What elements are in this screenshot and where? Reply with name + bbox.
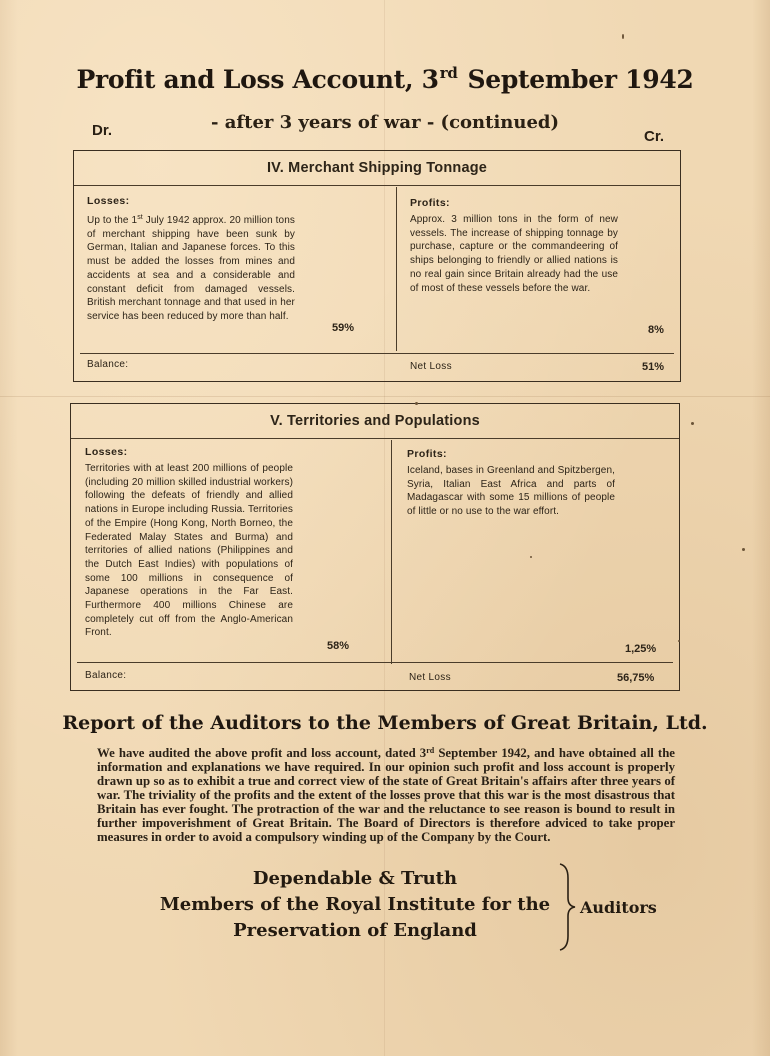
signatory-line-1: Dependable & Truth <box>252 868 458 889</box>
balance-rule <box>77 662 673 663</box>
debit-label: Dr. <box>92 122 113 139</box>
profits-percent: 1,25% <box>625 643 657 655</box>
paper-speck <box>742 548 745 551</box>
paper-speck <box>678 640 680 642</box>
profits-label: Profits: <box>410 197 450 209</box>
column-divider <box>396 187 397 351</box>
title-main: Profit and Loss Account, 3 <box>76 65 439 94</box>
profits-text: Iceland, bases in Greenland and Spitzbergen, Syria, Italian East Africa and parts of Madagascar with some 15 millions of people of little or no use to the war effort. <box>407 465 615 518</box>
paper-speck <box>530 556 532 558</box>
page-subtitle: - after 3 years of war - (continued) <box>210 112 560 133</box>
report-body-rest: September 1942, and have obtained all the information and explanations we have required. In our opinion such profit and loss account is properly drawn up so as to exhibit a true and correct view of the state of Great Britain's affairs after three years of war. The triviality of the profits and the extent of the losses prove that this war is the most disastrous that Britain has ever fought. The protraction of the war and the reluctance to see reason is bound to result in further impoverishment of Great Britain. The Board of Directors is therefore adviced to take proper measures in order to avoid a compulsory winding up of the Company by the Court. <box>97 746 675 844</box>
report-body <box>97 744 675 844</box>
losses-text-rest: July 1942 approx. 20 million tons of merchant shipping have been sunk by German, Italian and Japanese forces. To this must be added the losses from mines and accidents at sea and a considerable and constant deficit from damaged vessels. British merchant tonnage and that used in her service has been reduced by more than half. <box>87 215 295 322</box>
report-body-superscript: rd <box>426 746 435 755</box>
signatory-line-2: Members of the Royal Institute for the <box>159 894 551 915</box>
credit-label: Cr. <box>644 128 665 145</box>
balance-label: Balance: <box>85 670 127 681</box>
paper-fold-horizontal <box>0 396 770 397</box>
title-date: September 1942 <box>467 65 694 94</box>
losses-text <box>87 211 295 324</box>
profits-label: Profits: <box>407 448 447 460</box>
profits-percent: 8% <box>648 324 664 336</box>
paper-speck <box>415 402 418 405</box>
balance-label: Balance: <box>87 359 129 370</box>
profits-text: Approx. 3 million tons in the form of new vessels. The increase of shipping tonnage by purchase, capture or the commandeering of ships belonging to friendly or allied nations is no real gain since Britain already had the use of most of these vessels before the war. <box>410 214 618 294</box>
section-heading: IV. Merchant Shipping Tonnage <box>74 151 680 186</box>
section-territories-populations <box>70 403 680 691</box>
report-title: Report of the Auditors to the Members of Great Britain, Ltd. <box>62 712 708 734</box>
signatory-block <box>150 866 560 944</box>
losses-percent: 58% <box>327 640 350 652</box>
losses-text-start: Up to the 1 <box>87 215 138 226</box>
page-title <box>0 64 770 94</box>
losses-percent: 59% <box>332 322 355 334</box>
report-body-start: We have audited the above profit and loss account, dated 3 <box>97 746 427 760</box>
title-superscript: rd <box>439 64 458 82</box>
net-loss-label: Net Loss <box>409 672 451 683</box>
paper-speck <box>691 422 694 425</box>
net-loss-label: Net Loss <box>410 361 452 372</box>
section-merchant-shipping <box>73 150 681 382</box>
paper-speck <box>622 34 624 39</box>
balance-rule <box>80 353 674 354</box>
auditors-label: Auditors <box>580 898 657 917</box>
section-heading: V. Territories and Populations <box>71 404 679 439</box>
right-brace-icon <box>556 862 578 952</box>
losses-text-superscript: st <box>137 214 143 221</box>
losses-label: Losses: <box>87 195 130 207</box>
net-loss-percent: 56,75% <box>617 672 655 684</box>
losses-text: Territories with at least 200 millions of people (including 20 million skilled industrial workers) following the defeats of friendly and allied nations in Europe including Russia. Territories of the Empire (Hong Kong, North Borneo, the Federated Malay States and Burma) and territories of allied nations (Philippines and the Dutch East Indies) with populations of some 100 millions in consequence of Japanese operations in the Far East. Furthermore 400 millions Chinese are completely cut off from the Anglo-American Front. <box>85 463 293 639</box>
signatory-line-3: Preservation of England <box>233 920 477 941</box>
net-loss-percent: 51% <box>642 361 665 373</box>
column-divider <box>391 440 392 664</box>
losses-label: Losses: <box>85 446 128 458</box>
